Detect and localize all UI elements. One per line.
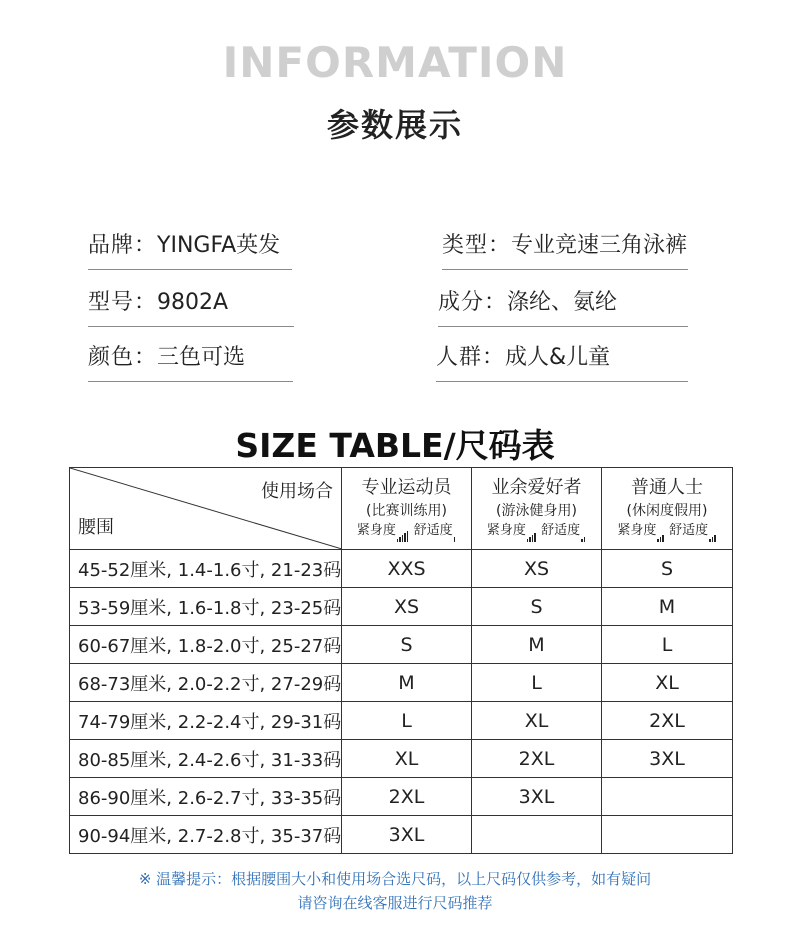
waist-cell: 45-52厘米, 1.4-1.6寸, 21-23码 [70, 550, 342, 588]
group-name: 普通人士 [631, 477, 703, 498]
comfort-bars-icon [454, 522, 457, 542]
table-row [70, 778, 733, 816]
spec-key: 成分： [438, 290, 508, 315]
size-cell: 3XL [342, 816, 472, 854]
size-cell: XXS [342, 550, 472, 588]
size-cell: M [342, 664, 472, 702]
spec-brand [88, 228, 292, 270]
spec-value: 9802A [157, 290, 229, 315]
comfort-label: 舒适度 [541, 523, 581, 538]
corner-cell [70, 468, 342, 550]
size-cell [602, 816, 733, 854]
group-sub: (比赛训练用) [366, 503, 447, 519]
table-row [70, 740, 733, 778]
size-tip-line1: ※ 温馨提示：根据腰围大小和使用场合选尺码，以上尺码仅供参考，如有疑问 [138, 870, 652, 888]
size-cell: 2XL [602, 702, 733, 740]
tightness-bars-icon [657, 522, 665, 542]
waist-cell: 80-85厘米, 2.4-2.6寸, 31-33码 [70, 740, 342, 778]
group-header-pro [342, 468, 472, 550]
tightness-bars-icon [527, 522, 537, 542]
spec-model [88, 285, 294, 327]
spec-audience [436, 340, 688, 382]
spec-key: 类型： [442, 233, 512, 258]
comfort-bars-icon [709, 522, 717, 542]
spec-type [442, 228, 688, 270]
spec-value: 三色可选 [157, 345, 246, 370]
spec-value: 专业竞速三角泳裤 [511, 233, 688, 258]
spec-key: 颜色： [88, 345, 158, 370]
size-cell: L [342, 702, 472, 740]
size-cell: L [472, 664, 602, 702]
comfort-label: 舒适度 [413, 523, 453, 538]
size-cell: XL [602, 664, 733, 702]
params-subtitle: 参数展示 [326, 106, 463, 144]
spec-key: 品牌： [88, 233, 158, 258]
information-title: INFORMATION [222, 38, 568, 87]
size-cell: XL [472, 702, 602, 740]
tightness-label: 紧身度 [617, 523, 657, 538]
spec-value: 成人&儿童 [505, 345, 611, 370]
corner-waist-label: 腰围 [78, 517, 114, 538]
spec-value: YINGFA英发 [157, 233, 281, 258]
comfort-bars-icon [581, 522, 586, 542]
table-row [70, 588, 733, 626]
size-cell [472, 816, 602, 854]
table-row [70, 550, 733, 588]
size-cell: S [602, 550, 733, 588]
size-cell: 2XL [472, 740, 602, 778]
table-row [70, 816, 733, 854]
group-sub: (休闲度假用) [626, 503, 708, 519]
waist-cell: 60-67厘米, 1.8-2.0寸, 25-27码 [70, 626, 342, 664]
tightness-label: 紧身度 [356, 523, 396, 538]
group-sub: (游泳健身用) [496, 503, 577, 519]
size-cell [602, 778, 733, 816]
spec-material [438, 285, 688, 327]
size-cell: M [602, 588, 733, 626]
size-table [69, 467, 733, 854]
spec-color [88, 340, 293, 382]
group-header-casual [602, 468, 733, 550]
size-cell: XS [342, 588, 472, 626]
group-name: 业余爱好者 [491, 477, 582, 498]
comfort-label: 舒适度 [669, 523, 709, 538]
group-name: 专业运动员 [361, 477, 452, 498]
waist-cell: 86-90厘米, 2.6-2.7寸, 33-35码 [70, 778, 342, 816]
tightness-label: 紧身度 [486, 523, 526, 538]
waist-cell: 68-73厘米, 2.0-2.2寸, 27-29码 [70, 664, 342, 702]
table-row [70, 702, 733, 740]
size-cell: 2XL [342, 778, 472, 816]
spec-value: 涤纶、氨纶 [507, 290, 618, 315]
size-cell: S [342, 626, 472, 664]
size-cell: 3XL [472, 778, 602, 816]
size-table-title: SIZE TABLE/尺码表 [235, 426, 555, 465]
size-cell: XL [342, 740, 472, 778]
size-tip-line2: 请咨询在线客服进行尺码推荐 [297, 894, 493, 912]
group-header-amateur [472, 468, 602, 550]
spec-key: 型号： [88, 290, 158, 315]
size-cell: S [472, 588, 602, 626]
table-row [70, 664, 733, 702]
waist-cell: 90-94厘米, 2.7-2.8寸, 35-37码 [70, 816, 342, 854]
size-cell: XS [472, 550, 602, 588]
size-cell: M [472, 626, 602, 664]
waist-cell: 74-79厘米, 2.2-2.4寸, 29-31码 [70, 702, 342, 740]
tightness-bars-icon [397, 522, 410, 542]
table-row [70, 626, 733, 664]
waist-cell: 53-59厘米, 1.6-1.8寸, 23-25码 [70, 588, 342, 626]
spec-key: 人群： [436, 345, 506, 370]
size-cell: L [602, 626, 733, 664]
corner-occasion-label: 使用场合 [261, 481, 333, 502]
size-table-header-row [70, 468, 733, 550]
size-cell: 3XL [602, 740, 733, 778]
